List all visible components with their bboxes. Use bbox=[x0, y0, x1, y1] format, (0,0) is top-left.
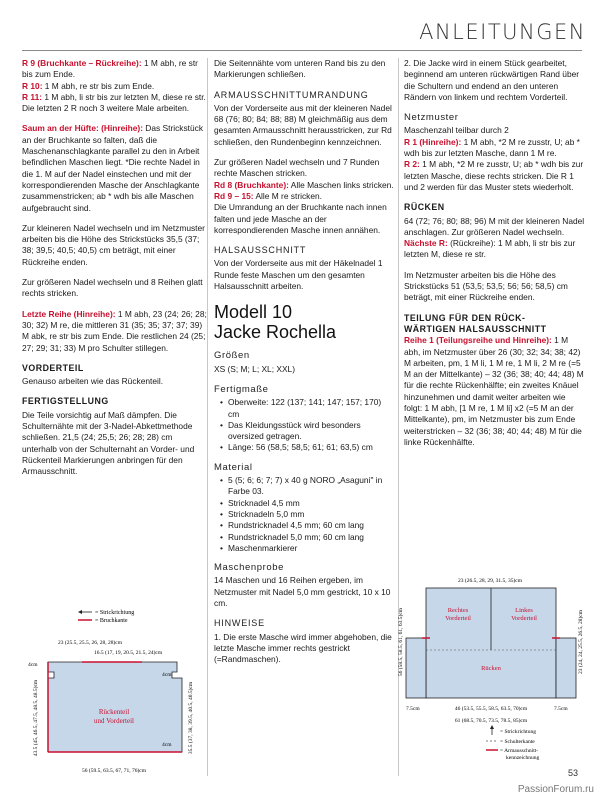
list-item: • Stricknadeln 5,0 mm bbox=[222, 509, 394, 520]
rd915-text: Alle M re stricken. bbox=[253, 190, 322, 201]
right-top-dimension: 4cm bbox=[162, 672, 172, 678]
netzmuster-heading: Netzmuster bbox=[404, 112, 459, 124]
right-mid-dimension: 35.5 (37, 38, 39.5, 40.5, 40.5)cm bbox=[188, 681, 194, 755]
bottom-left-dimension: 7.5cm bbox=[406, 706, 420, 712]
label-ruecken: Rücken bbox=[481, 665, 501, 672]
zur-kleineren-paragraph: Zur kleineren Nadel wechseln und im Netzmuster arbeiten bis die Höhe des Strickstücks 35,5 (37; 38; 39,5; 40,5; 40,5) cm beträgt, mit einer Rückreihe enden. bbox=[22, 222, 205, 267]
r9-text: 1 M abh, re str bis zum Ende. bbox=[22, 58, 198, 80]
zur-groesseren-paragraph: Zur größeren Nadel wechseln und 8 Reihen glatt rechts stricken. bbox=[22, 277, 203, 299]
bottom-right-dimension: 7.5cm bbox=[554, 706, 568, 712]
im-netzmuster-paragraph: Im Netzmuster arbeiten bis die Höhe des Strickstücks 51 (53,5; 53,5; 56; 56; 58,5) cm beträgt, mit einer Rückreihe enden. bbox=[404, 269, 568, 303]
r1-label: R 1 (Hinreihe): bbox=[404, 136, 462, 147]
saum-paragraph bbox=[22, 123, 207, 213]
hinweis-2-paragraph: 2. Die Jacke wird in einem Stück gearbeitet, beginnend am unteren rückwärtigen Rand über die Schultern und endend an den unteren Rändern von linkem und rechtem Vorderteil. bbox=[404, 58, 580, 102]
left-dimension: 43.5 (45, 46.5, 47.5, 48.5, 48.5)cm bbox=[33, 679, 39, 757]
list-item: • Rundstricknadel 5,0 mm; 60 cm lang bbox=[222, 532, 394, 543]
material-list bbox=[214, 475, 394, 554]
page-header-title: ANLEITUNGEN bbox=[419, 20, 586, 44]
r1-text: 1 M abh, *2 M re zusstr, U; ab * wdh bis zur letzten Masche, dann 1 M re. bbox=[404, 136, 580, 159]
list-item: • Länge: 56 (58,5; 58,5; 61; 61; 63,5) cm bbox=[222, 442, 394, 453]
rd915-label: Rd 9 – 15: bbox=[214, 190, 254, 201]
list-item: • Rundstricknadel 4,5 mm; 60 cm lang bbox=[222, 520, 394, 531]
ruecken-text bbox=[404, 216, 586, 261]
label-linkes-vorderteil: Vorderteil bbox=[511, 615, 537, 622]
armausschnitt-text: Von der Vorderseite aus mit der kleineren Nadel 68 (76; 80; 84; 88; 88) M gleichmäßig aus dem gesamten Armausschnitt herausstricken, zur Rd schließen, den Rundenbeginn kennzeichnen. bbox=[214, 102, 392, 147]
piece-label-2: und Vorderteil bbox=[94, 717, 134, 725]
r10-text: 1 M abh, re str bis zum Ende. bbox=[42, 80, 155, 91]
left-top-dimension: 4cm bbox=[28, 662, 38, 668]
legend-schulterkante bbox=[486, 739, 535, 745]
r11-label: R 11: bbox=[22, 91, 43, 102]
legend-bruchkante bbox=[78, 618, 128, 624]
right-sleeve-shape bbox=[556, 638, 576, 698]
bottom-dimension: 56 (59.5, 63.5, 67, 71, 76)cm bbox=[81, 768, 147, 774]
column-3 bbox=[404, 58, 586, 457]
maschenprobe-heading: Maschenprobe bbox=[214, 562, 285, 574]
naechste-label: Nächste R: bbox=[404, 238, 448, 249]
armausschnitt-text-2: Zur größeren Nadel wechseln und 7 Runden rechte Maschen stricken. bbox=[214, 157, 380, 179]
left-dimension: 56 (58.5, 58.5, 61, 61, 63.5)cm bbox=[398, 607, 404, 677]
netzmuster-sub: Maschenzahl teilbar durch 2 bbox=[404, 125, 509, 136]
reihe1-text: 1 M abh, im Netzmuster über 26 (30; 32; 34; 38; 42) M arbeiten, pm, 1 M li, 1 M re, 1 M li, 2 M re (=5 M an der Mittelkante) – 32 (36; 38; 40; 44; 48) M für die rechte Rückenhälfte; ein zweites Knäuel hinzunehmen und damit weiter arbeiten wie folgt: 1 M abh, [1 M re, 1 M li] x2 (=5 M an der Mittelkante), pm, im Netzmuster bis zum Ende weiterstricken – 32 (36; 38; 40; 44; 48) M für die linke Rückenhälfte. bbox=[404, 335, 584, 447]
vorderteil-text: Genauso arbeiten wie das Rückenteil. bbox=[22, 376, 164, 387]
fertigmasse-list bbox=[214, 397, 394, 453]
letzte-label: Letzte Reihe (Hinreihe): bbox=[22, 308, 116, 319]
legend-armausschnitt-text-1: = Armausschnitt- bbox=[500, 748, 539, 754]
top-dimension: 23 (26.5, 28, 29, 31.5, 35)cm bbox=[457, 578, 523, 584]
legend-strickrichtung bbox=[490, 725, 536, 735]
label-linkes: Linkes bbox=[515, 607, 533, 614]
schematic-diagram-2 bbox=[398, 572, 586, 768]
model-title bbox=[214, 302, 394, 342]
netzmuster-text bbox=[404, 125, 586, 193]
list-item: • Das Kleidungsstück wird besonders oversized getragen. bbox=[222, 420, 394, 443]
row-r9 bbox=[22, 58, 207, 114]
model-number: Modell 10 bbox=[214, 302, 293, 323]
top-dimension: 23 (25.5, 25.5, 26, 28, 28)cm bbox=[58, 640, 123, 646]
bottom-total-dimension: 61 (68.5, 70.5, 73.5, 78.5, 85)cm bbox=[454, 718, 528, 724]
r10-label: R 10: bbox=[22, 80, 43, 91]
saum-label: Saum an der Hüfte: (Hinreihe): bbox=[22, 123, 143, 134]
legend-armausschnitt-text-2: kennzeichnung bbox=[506, 755, 540, 761]
legend-armausschnitt bbox=[486, 748, 540, 761]
piece-label-1: Rückenteil bbox=[98, 708, 130, 716]
rd8-label: Rd 8 (Bruchkante): bbox=[214, 179, 289, 190]
r9-label: R 9 (Bruchkante – Rückreihe): bbox=[22, 58, 142, 68]
list-item: • Stricknadel 4,5 mm bbox=[222, 498, 394, 509]
ruecken-text-body: 64 (72; 76; 80; 88; 96) M mit der kleineren Nadel anschlagen. Zur größeren Nadel wechseln. bbox=[404, 215, 585, 237]
rd-note: Die Umrandung an der Bruchkante nach innen falten und jede Masche an der korrespondierenden Masche innen annähen. bbox=[214, 202, 387, 235]
legend-strickrichtung-text: = Strickrichtung bbox=[95, 610, 135, 616]
schematic-diagram-1 bbox=[22, 600, 204, 780]
teilung-heading-2: WÄRTIGEN HALSAUSSCHNITT bbox=[404, 323, 547, 334]
teilung-heading bbox=[404, 313, 586, 336]
r2-text: 1 M abh, *2 M re zusstr, U; ab * wdh bis zur letzten Masche, diese rechts stricken. Die R 1 und 2 werden für das Muster stets wiederholt. bbox=[404, 159, 584, 192]
letzte-reihe-paragraph bbox=[22, 309, 207, 354]
reihe1-label: Reihe 1 (Teilungsreihe und Hinreihe): bbox=[404, 335, 552, 346]
halsausschnitt-heading: HALSAUSSCHNITT bbox=[214, 245, 307, 256]
seitennaehte-paragraph: Die Seitennähte vom unteren Rand bis zu den Markierungen schließen. bbox=[214, 58, 386, 80]
page-number: 53 bbox=[567, 768, 578, 778]
header-rule bbox=[22, 50, 582, 51]
bottom-mid-dimension: 46 (53.5, 55.5, 58.5, 63.5, 70)cm bbox=[454, 706, 528, 712]
label-rechtes: Rechtes bbox=[447, 607, 469, 614]
legend-strickrichtung-text: = Strickrichtung bbox=[500, 729, 536, 735]
shoulder-dimension: 16.5 (17, 19, 20.5, 21.5, 24)cm bbox=[94, 650, 163, 656]
right-bottom-dimension: 4cm bbox=[162, 742, 172, 748]
legend-strickrichtung bbox=[78, 610, 134, 616]
halsausschnitt-text: Von der Vorderseite aus mit der Häkelnadel 1 Runde feste Maschen um den gesamten Halsausschnitt arbeiten. bbox=[214, 258, 383, 292]
watermark: PassionForum.ru bbox=[517, 784, 594, 795]
maschenprobe-text: 14 Maschen und 16 Reihen ergeben, im Netzmuster mit Nadel 5,0 mm gestrickt, 10 x 10 cm. bbox=[214, 575, 391, 608]
rd-paragraph bbox=[214, 180, 394, 236]
list-item: • Oberweite: 122 (137; 141; 147; 157; 170) cm bbox=[222, 397, 394, 420]
saum-text: Das Strickstück an der Bruchkante so falten, daß die Maschenanschlagkante parallel zu den in Arbeit befindlichen Maschen liegt. *Die rechte Nadel in die 1. M auf der Nadel einstechen und mit der korrespondierenden Masche der Anschlagkante zusammenstricken; ab * wdh bis alle Maschen aufgebraucht sind. bbox=[22, 123, 204, 213]
fertigstellung-text: Die Teile vorsichtig auf Maß dämpfen. Die Schulternähte mit der 3-Nadel-Abkettmethode schließen. 21,5 (24; 25,5; 26; 28; 28) cm unterhalb von der Schulternaht an Vorder- und Rückenteil Markierungen anbringen für den Armausschnitt. bbox=[22, 409, 195, 477]
fertigstellung-heading: FERTIGSTELLUNG bbox=[22, 396, 109, 407]
legend-bruchkante-text: = Bruchkante bbox=[95, 618, 128, 624]
list-item: • 5 (5; 6; 6; 7; 7) x 40 g NORO „Asaguni" in Farbe 03. bbox=[222, 475, 394, 498]
rd8-text: Alle Maschen links stricken. bbox=[288, 179, 394, 190]
reihe1-paragraph bbox=[404, 335, 586, 448]
column-1 bbox=[22, 58, 207, 487]
right-dimension: 23 (24, 24, 25.5, 26.5, 28)cm bbox=[578, 609, 584, 675]
column-divider-1 bbox=[207, 58, 208, 776]
list-item: • Maschenmarkierer bbox=[222, 543, 394, 554]
hinweise-text: 1. Die erste Masche wird immer abgehoben, die letzte Masche immer rechts gestrickt (=Randmaschen). bbox=[214, 631, 392, 665]
model-name: Jacke Rochella bbox=[214, 322, 337, 343]
left-sleeve-shape bbox=[406, 638, 426, 698]
naechste-text: (Rückreihe): 1 M abh, li str bis zur letzten M, diese re str. bbox=[404, 238, 576, 260]
vorderteil-heading: VORDERTEIL bbox=[22, 362, 84, 373]
letzte-text: 1 M abh, 23 (24; 26; 28; 30; 32) M re, die mittleren 31 (35; 35; 37; 37; 39) M abk, re str bis zum Ende. Die restlichen 24 (25; 27; 29; 31; 33) M pro Schulter stillegen. bbox=[22, 308, 207, 353]
r2-label: R 2: bbox=[404, 159, 420, 170]
r11-note: Die letzten 2 R noch 3 weitere Male arbeiten. bbox=[22, 103, 190, 114]
r11-text: 1 M abh, li str bis zur letzten M, diese re str. bbox=[42, 91, 206, 102]
ruecken-heading: RÜCKEN bbox=[404, 202, 445, 213]
hinweise-heading: HINWEISE bbox=[214, 618, 265, 629]
fertigmasse-heading: Fertigmaße bbox=[214, 383, 269, 395]
column-2 bbox=[214, 58, 394, 674]
groessen-text: XS (S; M; L; XL; XXL) bbox=[214, 363, 295, 374]
armausschnitt-heading: ARMAUSSCHNITTUMRANDUNG bbox=[214, 89, 369, 100]
groessen-heading: Größen bbox=[214, 350, 250, 362]
label-rechtes-vorderteil: Vorderteil bbox=[445, 615, 471, 622]
material-heading: Material bbox=[214, 461, 253, 473]
teilung-heading-1: TEILUNG FÜR DEN RÜCK- bbox=[404, 312, 526, 323]
legend-schulterkante-text: = Schulterkante bbox=[500, 739, 535, 745]
